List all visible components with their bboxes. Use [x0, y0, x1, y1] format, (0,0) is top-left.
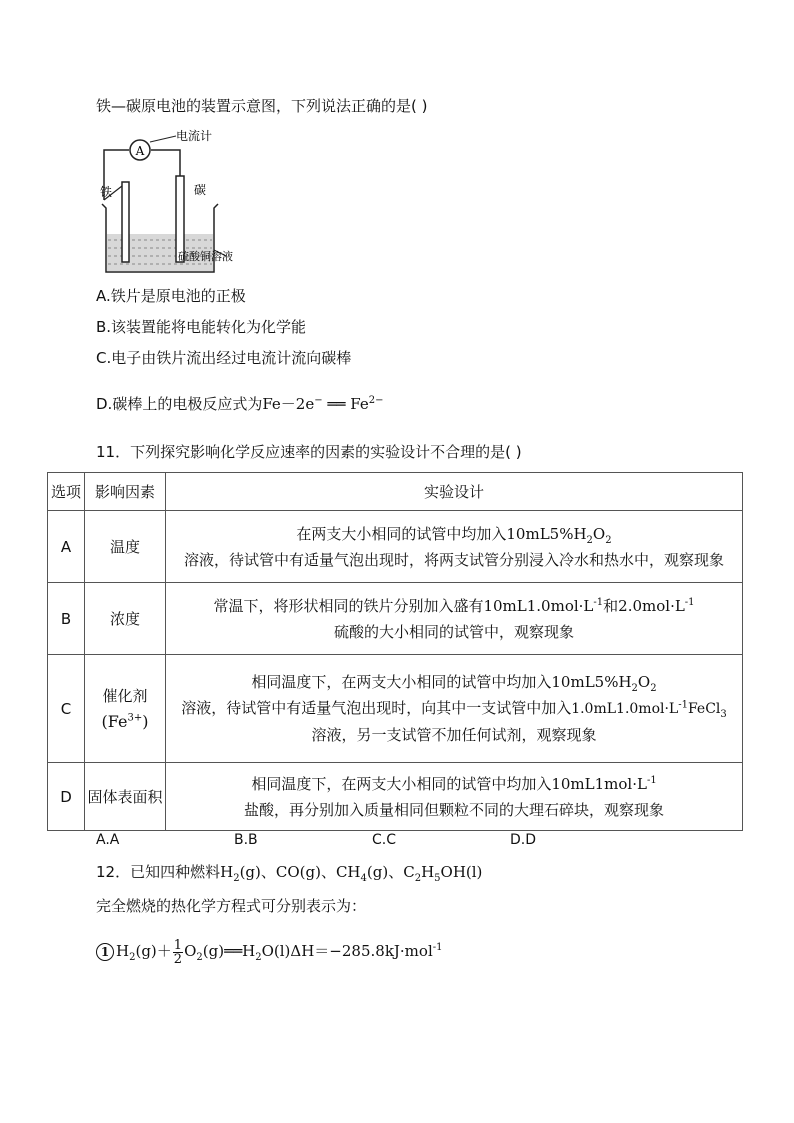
- question-12-stem: 12．已知四种燃料$H_2(g)$、CO(g)、$CH_4(g)$、$C_2H_5OH(l)$: [96, 863, 483, 884]
- equation-1: 1 $H_2(g)+$ $\frac{1}{2}$ $O_2(g)══H_2O(l)\Delta H=-285.8kJ\cdot mol^{-1}$: [96, 936, 443, 966]
- option-b: B.该装置能将电能转化为化学能: [96, 318, 307, 336]
- row-d-factor: 固体表面积: [85, 763, 166, 831]
- option-a: A.铁片是原电池的正极: [96, 287, 246, 305]
- option-c: C.电子由铁片流出经过电流计流向碳棒: [96, 349, 352, 367]
- row-c-design: 相同温度下，在两支大小相同的试管中均加入$10mL5\%H_2O_2$ 溶液，待试管中有适量气泡出现时，向其中一支试管中加入$1.0mL1.0mol\cdot L^{-1}FeCl_3$ 溶液，另一支试管不加任何试剂，观察现象: [166, 655, 743, 763]
- choice-d: D.D: [510, 832, 537, 848]
- iron-electrode-label: 铁: [100, 185, 113, 199]
- choice-c: C.C: [372, 832, 397, 848]
- row-d-design: 相同温度下，在两支大小相同的试管中均加入$10mL1mol\cdot L^{-1}$ 盐酸，再分别加入质量相同但颗粒不同的大理石碎块，观察现象: [166, 763, 743, 831]
- question-12-line2: 完全燃烧的热化学方程式可分别表示为：: [96, 897, 367, 915]
- row-a-factor: 温度: [85, 511, 166, 583]
- option-d: [96, 394, 383, 414]
- table-row: [48, 583, 743, 655]
- fraction: $\frac{1}{2}$: [173, 937, 183, 967]
- header-design: 实验设计: [166, 473, 743, 511]
- table-header-row: [48, 473, 743, 511]
- option-d-equation: Fe－2e− ══ $Fe^{2-}$: [262, 395, 384, 413]
- row-b-design: 常温下，将形状相同的铁片分别加入盛有$10mL1.0mol\cdot L^{-1}$和$2.0mol\cdot L^{-1}$ 硫酸的大小相同的试管中，观察现象: [166, 583, 743, 655]
- ammeter-label: 电流计: [176, 129, 213, 143]
- row-a-option: A: [48, 511, 85, 583]
- circled-number-icon: 1: [96, 943, 114, 961]
- header-option: 选项: [48, 473, 85, 511]
- table-row: [48, 655, 743, 763]
- question-11-stem: 11．下列探究影响化学反应速率的因素的实验设计不合理的是( ): [96, 443, 522, 461]
- galvanic-cell-diagram: [96, 124, 256, 276]
- solution-label: 硫酸铜溶液: [178, 250, 233, 263]
- table-row: [48, 763, 743, 831]
- row-b-factor: 浓度: [85, 583, 166, 655]
- header-factor: 影响因素: [85, 473, 166, 511]
- row-a-design: 在两支大小相同的试管中均加入$10mL5\%H_2O_2$ 溶液，待试管中有适量气泡出现时，将两支试管分别浸入冷水和热水中，观察现象: [166, 511, 743, 583]
- question-10-stem: 铁—碳原电池的装置示意图，下列说法正确的是( ): [96, 97, 428, 115]
- row-c-option: C: [48, 655, 85, 763]
- row-d-option: D: [48, 763, 85, 831]
- ammeter-symbol: A: [135, 144, 145, 158]
- option-d-text: D.碳棒上的电极反应式为: [96, 395, 263, 413]
- row-c-factor: 催化剂 $(Fe^{3+})$: [85, 655, 166, 763]
- choice-a: A.A: [96, 832, 120, 848]
- table-row: [48, 511, 743, 583]
- carbon-electrode-label: 碳: [194, 183, 207, 197]
- experiment-table: [47, 472, 743, 831]
- row-b-option: B: [48, 583, 85, 655]
- choice-b: B.B: [234, 832, 258, 848]
